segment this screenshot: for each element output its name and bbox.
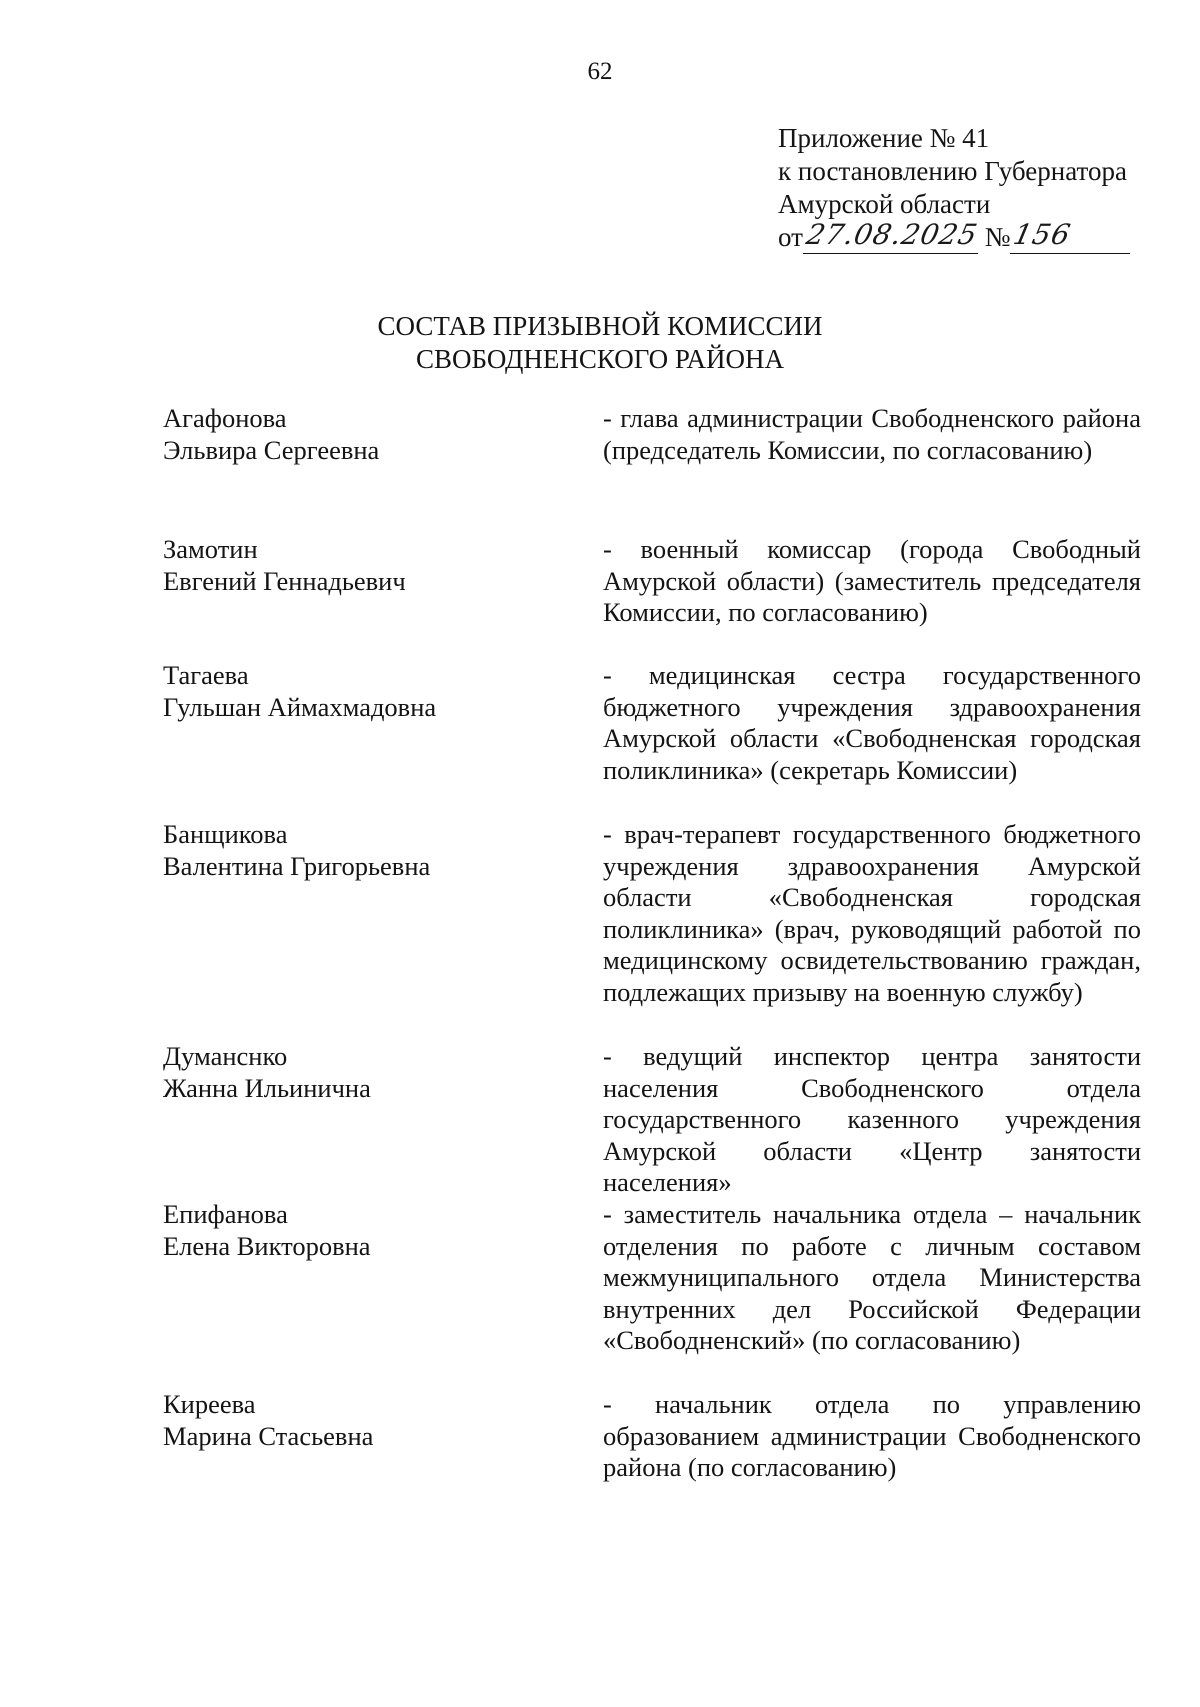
title-line-2: СВОБОДНЕНСКОГО РАЙОНА	[416, 344, 784, 374]
member-surname: Киреева	[163, 1389, 256, 1419]
title-line-1: СОСТАВ ПРИЗЫВНОЙ КОМИССИИ	[377, 311, 823, 341]
member-entry	[163, 660, 1143, 819]
member-given-names: Гульшан Аймахмадовна	[163, 691, 437, 722]
decree-date-line	[778, 218, 1130, 254]
document-title	[0, 310, 1200, 376]
member-name	[163, 403, 603, 534]
appendix-line-1: Приложение № 41	[778, 123, 990, 153]
member-surname: Агафонова	[163, 403, 287, 433]
member-entry	[163, 1199, 1143, 1389]
member-role: - военный комиссар (города Свободный Амурской области) (заместитель председателя Комиссии, по согласованию)	[603, 534, 1141, 627]
member-surname: Тагаева	[163, 660, 249, 690]
member-entry	[163, 403, 1143, 534]
number-blank	[1010, 218, 1130, 254]
page-number: 62	[587, 58, 613, 85]
date-blank	[803, 218, 981, 254]
handwritten-date: 27.08.2025	[803, 218, 981, 251]
member-name	[163, 1041, 603, 1199]
member-entry	[163, 819, 1143, 1041]
member-name	[163, 1389, 603, 1484]
member-name	[163, 1199, 603, 1389]
member-role: - глава администрации Свободненского района (председатель Комиссии, по согласованию)	[603, 403, 1141, 465]
member-given-names: Марина Стасьевна	[163, 1420, 374, 1451]
member-surname: Епифанова	[163, 1199, 288, 1229]
member-entry	[163, 1041, 1143, 1199]
member-entry	[163, 534, 1143, 660]
member-given-names: Елена Викторовна	[163, 1230, 371, 1261]
member-surname: Замотин	[163, 534, 258, 564]
member-surname: Банщикова	[163, 819, 288, 849]
handwritten-number: 156	[1010, 218, 1075, 251]
date-prefix: от	[778, 222, 803, 252]
appendix-line-3: Амурской области	[778, 189, 991, 219]
member-role: - начальник отдела по управлению образованием администрации Свободненского района (по согласованию)	[603, 1389, 1141, 1482]
member-name	[163, 534, 603, 660]
members-list	[163, 403, 1143, 1484]
member-role: - ведущий инспектор центра занятости населения Свободненского отдела государственного казенного учреждения Амурской области «Центр занятости населения»	[603, 1041, 1141, 1197]
member-given-names: Евгений Геннадьевич	[163, 565, 406, 596]
member-name	[163, 660, 603, 819]
member-given-names: Эльвира Сергеевна	[163, 434, 380, 465]
number-prefix: №	[984, 222, 1011, 252]
member-role: - врач-терапевт государственного бюджетного учреждения здравоохранения Амурской области «Свободненская городская поликлиника» (врач, руководящий работой по медицинскому освидетельствованию граждан, подлежащих призыву на военную службу)	[603, 819, 1141, 1007]
member-given-names: Валентина Григорьевна	[163, 850, 431, 881]
appendix-block	[778, 122, 1130, 254]
member-given-names: Жанна Ильинична	[163, 1072, 371, 1103]
appendix-line-2: к постановлению Губернатора	[778, 156, 1127, 186]
member-role: - медицинская сестра государственного бюджетного учреждения здравоохранения Амурской области «Свободненская городская поликлиника» (секретарь Комиссии)	[603, 660, 1141, 785]
member-entry	[163, 1389, 1143, 1484]
member-surname: Думанснко	[163, 1041, 288, 1071]
member-role: - заместитель начальника отдела – начальник отделения по работе с личным составом межмуниципального отдела Министерства внутренних дел Российской Федерации «Свободненский» (по согласованию)	[603, 1199, 1141, 1355]
member-name	[163, 819, 603, 1041]
